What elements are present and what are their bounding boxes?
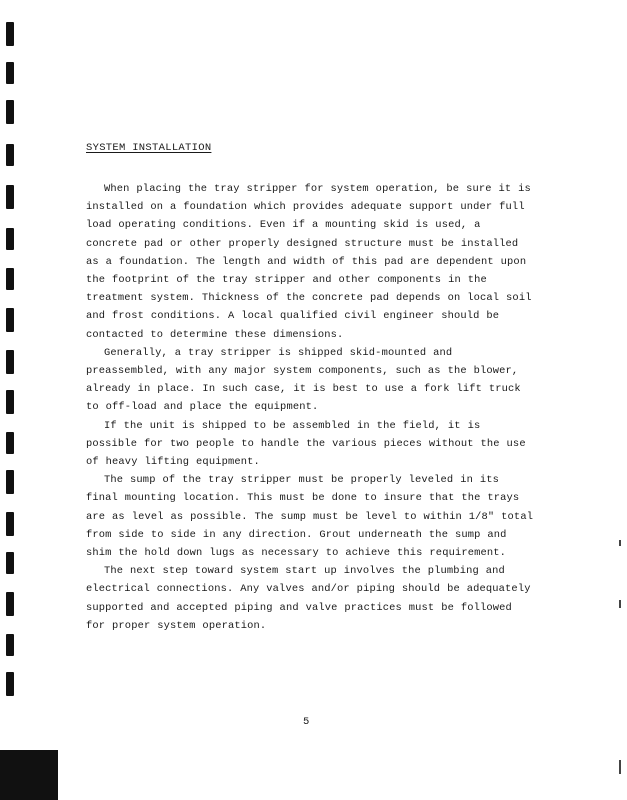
binder-hole-mark <box>6 592 14 616</box>
binder-hole-mark <box>6 100 14 124</box>
binder-hole-mark <box>6 144 14 166</box>
binder-hole-mark <box>6 62 14 84</box>
document-body <box>86 142 536 635</box>
binder-hole-mark <box>6 268 14 290</box>
binder-hole-mark <box>6 552 14 574</box>
binder-hole-mark <box>6 185 14 209</box>
binder-hole-mark <box>6 22 14 46</box>
binder-hole-mark <box>6 390 14 414</box>
binder-hole-mark <box>6 672 14 696</box>
paragraph: If the unit is shipped to be assembled in the field, it is possible for two people to handle the various pieces without the use of heavy lifting equipment. <box>86 419 526 469</box>
binder-hole-mark <box>6 350 14 374</box>
binder-hole-mark <box>6 228 14 250</box>
paragraph: The sump of the tray stripper must be properly leveled in its final mounting location. This must be done to insure that the trays are as level as possible. The sump must be level to within 1/8" total from side to side in any direction. Grout underneath the sump and shim the hold down lugs as necessary to achieve this requirement. <box>86 474 534 560</box>
binder-marks <box>0 0 20 800</box>
page-number: 5 <box>303 716 310 728</box>
binder-hole-mark <box>6 432 14 454</box>
paragraph: When placing the tray stripper for system operation, be sure it is installed on a foundation which provides adequate support under full load operating conditions. Even if a mounting skid is used, a concrete pad or other properly designed structure must be installed as a foundation. The length and width of this pad are dependent upon the footprint of the tray stripper and other components in the treatment system. Thickness of the concrete pad depends on local soil and frost conditions. A local qualified civil engineer should be contacted to determine these dimensions. <box>86 183 532 341</box>
paragraph: Generally, a tray stripper is shipped skid-mounted and preassembled, with any major system components, such as the blower, already in place. In such case, it is best to use a fork lift truck to off-load and place the equipment. <box>86 346 521 414</box>
binder-hole-mark <box>6 308 14 332</box>
binder-hole-mark <box>6 470 14 494</box>
binder-hole-mark <box>6 512 14 536</box>
paragraph: The next step toward system start up involves the plumbing and electrical connections. Any valves and/or piping should be adequately supported and accepted piping and valve practices must be followed for proper system operation. <box>86 565 531 632</box>
scan-speck <box>619 600 621 608</box>
scan-speck <box>619 540 621 546</box>
scan-speck <box>619 760 621 774</box>
scan-shadow <box>0 750 58 800</box>
binder-hole-mark <box>6 634 14 656</box>
section-heading: SYSTEM INSTALLATION <box>86 142 212 154</box>
